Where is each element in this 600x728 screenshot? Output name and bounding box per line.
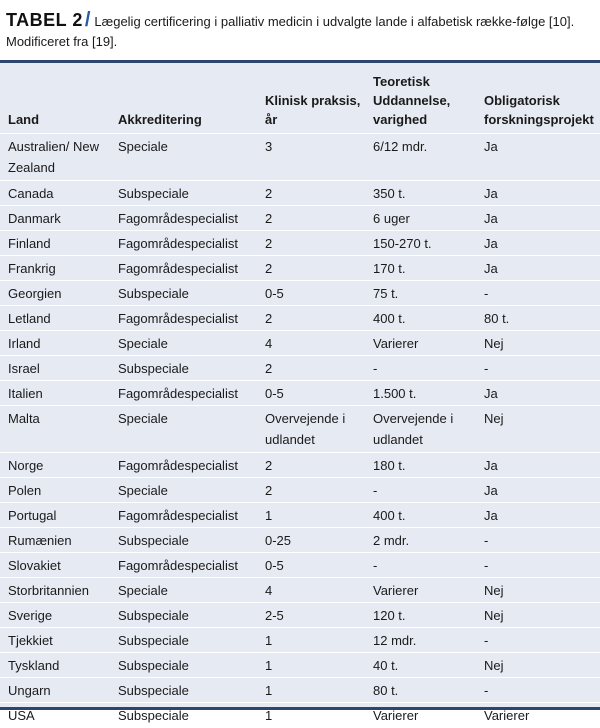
cell-klinisk-praksis: 2 — [257, 256, 365, 281]
cell-klinisk-praksis: 1 — [257, 703, 365, 728]
cell-forskningsprojekt: Ja — [476, 478, 600, 503]
cell-forskningsprojekt: Ja — [476, 381, 600, 406]
cell-land: Polen — [0, 478, 110, 503]
cell-forskningsprojekt: Nej — [476, 406, 600, 453]
cell-klinisk-praksis: 2 — [257, 306, 365, 331]
table-row — [0, 306, 600, 331]
cell-teoretisk-uddannelse: 150-270 t. — [365, 231, 476, 256]
cell-akkreditering: Subspeciale — [110, 181, 257, 206]
table-row — [0, 653, 600, 678]
cell-land: USA — [0, 703, 110, 728]
cell-klinisk-praksis: 2 — [257, 231, 365, 256]
cell-klinisk-praksis: 2 — [257, 478, 365, 503]
table-row — [0, 578, 600, 603]
table-row — [0, 381, 600, 406]
cell-land: Slovakiet — [0, 553, 110, 578]
cell-forskningsprojekt: - — [476, 356, 600, 381]
cell-forskningsprojekt: 80 t. — [476, 306, 600, 331]
cell-teoretisk-uddannelse: 12 mdr. — [365, 628, 476, 653]
cell-akkreditering: Subspeciale — [110, 356, 257, 381]
cell-land: Portugal — [0, 503, 110, 528]
cell-teoretisk-uddannelse: Varierer — [365, 703, 476, 728]
cell-teoretisk-uddannelse: 75 t. — [365, 281, 476, 306]
header-forskningsprojekt: Obligatorisk forskningsprojekt — [476, 63, 600, 134]
cell-klinisk-praksis: 1 — [257, 628, 365, 653]
cell-land: Frankrig — [0, 256, 110, 281]
cell-akkreditering: Speciale — [110, 331, 257, 356]
table-row — [0, 231, 600, 256]
cell-land: Georgien — [0, 281, 110, 306]
cell-klinisk-praksis: 1 — [257, 503, 365, 528]
cell-akkreditering: Fagområdespecialist — [110, 503, 257, 528]
header-land: Land — [0, 63, 110, 134]
cell-akkreditering: Fagområdespecialist — [110, 553, 257, 578]
cell-forskningsprojekt: - — [476, 678, 600, 703]
cell-klinisk-praksis: 4 — [257, 331, 365, 356]
header-akkreditering: Akkreditering — [110, 63, 257, 134]
cell-teoretisk-uddannelse: 120 t. — [365, 603, 476, 628]
table-row — [0, 478, 600, 503]
cell-klinisk-praksis: 2 — [257, 356, 365, 381]
cell-forskningsprojekt: - — [476, 528, 600, 553]
cell-forskningsprojekt: Ja — [476, 453, 600, 478]
cell-teoretisk-uddannelse: 180 t. — [365, 453, 476, 478]
cell-forskningsprojekt: Ja — [476, 206, 600, 231]
table-row — [0, 703, 600, 728]
cell-land: Irland — [0, 331, 110, 356]
cell-klinisk-praksis: 0-5 — [257, 381, 365, 406]
caption-slash: / — [84, 9, 91, 31]
header-teoretisk-uddannelse: Teoretisk Uddannelse, varighed — [365, 63, 476, 134]
cell-forskningsprojekt: Varierer — [476, 703, 600, 728]
cell-teoretisk-uddannelse: 170 t. — [365, 256, 476, 281]
table-caption — [6, 10, 594, 52]
header-klinisk-praksis: Klinisk praksis, år — [257, 63, 365, 134]
cell-akkreditering: Subspeciale — [110, 603, 257, 628]
cell-land: Storbritannien — [0, 578, 110, 603]
caption-text: Lægelig certificering i palliativ medicin i udvalgte lande i alfabetisk række-følge [10]. Modificeret fra [19]. — [6, 14, 575, 49]
cell-klinisk-praksis: 2-5 — [257, 603, 365, 628]
cell-akkreditering: Subspeciale — [110, 628, 257, 653]
table-row — [0, 453, 600, 478]
cell-klinisk-praksis: Overvejende i udlandet — [257, 406, 365, 453]
table-row — [0, 603, 600, 628]
cell-teoretisk-uddannelse: - — [365, 478, 476, 503]
cell-land: Ungarn — [0, 678, 110, 703]
cell-forskningsprojekt: Ja — [476, 181, 600, 206]
table-label: TABEL 2 — [6, 10, 83, 30]
cell-akkreditering: Speciale — [110, 406, 257, 453]
cell-teoretisk-uddannelse: Overvejende i udlandet — [365, 406, 476, 453]
cell-teoretisk-uddannelse: 6/12 mdr. — [365, 134, 476, 181]
cell-akkreditering: Subspeciale — [110, 653, 257, 678]
cell-forskningsprojekt: - — [476, 281, 600, 306]
table-row — [0, 528, 600, 553]
table-row — [0, 256, 600, 281]
table-row — [0, 503, 600, 528]
cell-akkreditering: Fagområdespecialist — [110, 453, 257, 478]
cell-klinisk-praksis: 0-5 — [257, 281, 365, 306]
header-row — [0, 63, 600, 134]
cell-forskningsprojekt: - — [476, 628, 600, 653]
cell-land: Australien/ New Zealand — [0, 134, 110, 181]
table-row — [0, 628, 600, 653]
cell-akkreditering: Subspeciale — [110, 528, 257, 553]
cell-forskningsprojekt: Nej — [476, 653, 600, 678]
cell-land: Rumænien — [0, 528, 110, 553]
cell-akkreditering: Fagområdespecialist — [110, 306, 257, 331]
cell-akkreditering: Speciale — [110, 478, 257, 503]
cell-land: Israel — [0, 356, 110, 381]
table-row — [0, 134, 600, 181]
cell-klinisk-praksis: 2 — [257, 453, 365, 478]
table-row — [0, 181, 600, 206]
cell-akkreditering: Speciale — [110, 134, 257, 181]
table-row — [0, 281, 600, 306]
table-row — [0, 356, 600, 381]
cell-forskningsprojekt: Ja — [476, 503, 600, 528]
cell-teoretisk-uddannelse: 400 t. — [365, 306, 476, 331]
certification-table — [0, 63, 600, 728]
cell-teoretisk-uddannelse: 6 uger — [365, 206, 476, 231]
cell-teoretisk-uddannelse: 400 t. — [365, 503, 476, 528]
cell-akkreditering: Fagområdespecialist — [110, 206, 257, 231]
cell-klinisk-praksis: 0-5 — [257, 553, 365, 578]
cell-teoretisk-uddannelse: Varierer — [365, 578, 476, 603]
cell-akkreditering: Subspeciale — [110, 678, 257, 703]
cell-klinisk-praksis: 0-25 — [257, 528, 365, 553]
cell-akkreditering: Subspeciale — [110, 281, 257, 306]
cell-forskningsprojekt: Nej — [476, 603, 600, 628]
cell-forskningsprojekt: Ja — [476, 256, 600, 281]
cell-teoretisk-uddannelse: 350 t. — [365, 181, 476, 206]
table-row — [0, 678, 600, 703]
cell-land: Letland — [0, 306, 110, 331]
cell-forskningsprojekt: Ja — [476, 231, 600, 256]
cell-land: Italien — [0, 381, 110, 406]
cell-klinisk-praksis: 1 — [257, 678, 365, 703]
cell-forskningsprojekt: Ja — [476, 134, 600, 181]
table-row — [0, 206, 600, 231]
cell-klinisk-praksis: 2 — [257, 181, 365, 206]
cell-teoretisk-uddannelse: Varierer — [365, 331, 476, 356]
cell-land: Tyskland — [0, 653, 110, 678]
cell-teoretisk-uddannelse: 1.500 t. — [365, 381, 476, 406]
cell-klinisk-praksis: 3 — [257, 134, 365, 181]
cell-akkreditering: Fagområdespecialist — [110, 231, 257, 256]
table-container — [0, 60, 600, 723]
cell-klinisk-praksis: 4 — [257, 578, 365, 603]
table-row — [0, 406, 600, 453]
cell-teoretisk-uddannelse: 80 t. — [365, 678, 476, 703]
cell-forskningsprojekt: - — [476, 553, 600, 578]
cell-land: Malta — [0, 406, 110, 453]
cell-land: Finland — [0, 231, 110, 256]
table-row — [0, 331, 600, 356]
cell-forskningsprojekt: Nej — [476, 331, 600, 356]
cell-klinisk-praksis: 2 — [257, 206, 365, 231]
cell-land: Norge — [0, 453, 110, 478]
cell-teoretisk-uddannelse: - — [365, 356, 476, 381]
cell-teoretisk-uddannelse: 2 mdr. — [365, 528, 476, 553]
cell-land: Danmark — [0, 206, 110, 231]
cell-land: Sverige — [0, 603, 110, 628]
cell-akkreditering: Subspeciale — [110, 703, 257, 728]
cell-land: Tjekkiet — [0, 628, 110, 653]
cell-klinisk-praksis: 1 — [257, 653, 365, 678]
cell-land: Canada — [0, 181, 110, 206]
cell-akkreditering: Fagområdespecialist — [110, 256, 257, 281]
table-row — [0, 553, 600, 578]
cell-teoretisk-uddannelse: - — [365, 553, 476, 578]
cell-forskningsprojekt: Nej — [476, 578, 600, 603]
cell-akkreditering: Speciale — [110, 578, 257, 603]
cell-akkreditering: Fagområdespecialist — [110, 381, 257, 406]
cell-teoretisk-uddannelse: 40 t. — [365, 653, 476, 678]
